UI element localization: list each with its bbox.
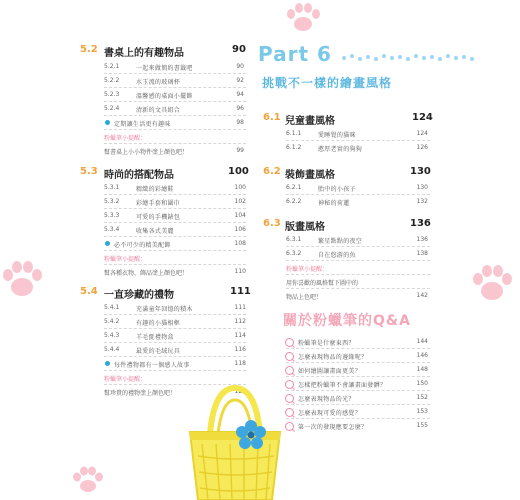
subsection-page: 94 bbox=[236, 91, 244, 98]
subsection-title[interactable]: 憨厚老實的狗狗 bbox=[318, 146, 363, 153]
bullet-dot-icon bbox=[105, 241, 110, 246]
subsection-page: 90 bbox=[236, 63, 244, 70]
subsection-number: 6.3.1 bbox=[286, 236, 302, 243]
subsection-number: 6.3.2 bbox=[286, 250, 302, 257]
faq-page: 146 bbox=[416, 352, 428, 359]
section-title[interactable]: 裝飾畫風格 bbox=[285, 170, 335, 181]
question-bubble-icon bbox=[285, 338, 294, 347]
subsection-page: 114 bbox=[234, 332, 246, 339]
subsection-page: 106 bbox=[234, 226, 246, 233]
subsection-number: 5.3.2 bbox=[104, 198, 120, 205]
part-subtitle: 挑戰不一樣的繪畫風格 bbox=[262, 76, 393, 90]
divider bbox=[286, 362, 430, 363]
question-bubble-icon bbox=[285, 366, 294, 375]
section-page: 90 bbox=[232, 44, 246, 55]
paw-print-icon-bottom bbox=[70, 465, 106, 495]
bullet-title[interactable]: 每件禮物都有一個感人故事 bbox=[114, 362, 190, 369]
subsection-title[interactable]: 神秘的荷蓮 bbox=[318, 200, 350, 207]
section-number: 6.2 bbox=[263, 166, 281, 177]
subsection-number: 6.2.1 bbox=[286, 184, 302, 191]
question-bubble-icon bbox=[285, 352, 294, 361]
appendix-title[interactable]: 關於粉蠟筆的Q&A bbox=[283, 313, 411, 329]
divider bbox=[286, 246, 430, 247]
section-page: 130 bbox=[410, 166, 431, 177]
tip-page: 110 bbox=[234, 268, 246, 275]
faq-page: 150 bbox=[416, 380, 428, 387]
tip-page: 142 bbox=[416, 292, 428, 299]
divider bbox=[104, 129, 246, 130]
faq-question[interactable]: 怎樣把粉蠟筆不會讓畫面發髒？ bbox=[298, 382, 387, 389]
divider bbox=[286, 390, 430, 391]
divider bbox=[104, 328, 246, 329]
subsection-number: 5.4.2 bbox=[104, 318, 120, 325]
divider bbox=[104, 143, 246, 144]
subsection-number: 6.1.2 bbox=[286, 144, 302, 151]
section-page: 100 bbox=[228, 166, 249, 177]
divider bbox=[104, 101, 246, 102]
subsection-title[interactable]: 水玉流的玻璃杯 bbox=[136, 79, 181, 86]
subsection-page: 104 bbox=[234, 212, 246, 219]
paw-print-icon-left bbox=[0, 258, 44, 302]
section-page: 111 bbox=[230, 286, 251, 297]
divider bbox=[104, 236, 246, 237]
subsection-title[interactable]: 羊毛氈禮物盒 bbox=[136, 334, 174, 341]
tip-label: 粉蠟筆小提醒： bbox=[286, 266, 329, 273]
paw-print-icon-right bbox=[470, 262, 514, 306]
divider bbox=[104, 115, 246, 116]
subsection-title[interactable]: 愛睡覺的貓咪 bbox=[318, 132, 356, 139]
subsection-title[interactable]: 溫馨感的桌面小擺飾 bbox=[136, 93, 193, 100]
subsection-page: 126 bbox=[416, 144, 428, 151]
faq-page: 148 bbox=[416, 366, 428, 373]
section-number: 5.4 bbox=[80, 286, 98, 297]
bullet-page: 98 bbox=[236, 119, 244, 126]
bullet-page: 118 bbox=[234, 360, 246, 367]
section-number: 6.1 bbox=[263, 112, 281, 123]
subsection-number: 5.4.1 bbox=[104, 304, 120, 311]
subsection-page: 136 bbox=[416, 236, 428, 243]
divider bbox=[104, 264, 246, 265]
section-title[interactable]: 書桌上的有趣物品 bbox=[104, 48, 184, 59]
yellow-basket-illustration-icon bbox=[180, 382, 290, 500]
divider bbox=[286, 376, 430, 377]
subsection-title[interactable]: 收集各式美麗 bbox=[136, 228, 174, 235]
divider bbox=[104, 194, 246, 195]
section-title[interactable]: 一直珍藏的禮物 bbox=[104, 290, 174, 301]
faq-question[interactable]: 怎麼表現物品的邊緣呢？ bbox=[298, 354, 368, 361]
section-number: 6.3 bbox=[263, 218, 281, 229]
tip-text[interactable]: 幫珍貴的禮物塗上顏色吧！ bbox=[104, 390, 177, 397]
faq-question[interactable]: 如何繪圖讓畫面更美？ bbox=[298, 368, 362, 375]
section-page: 124 bbox=[412, 112, 433, 123]
tip-label: 粉蠟筆小提醒： bbox=[104, 256, 147, 263]
subsection-title[interactable]: 充滿童年回憶的積木 bbox=[136, 306, 193, 313]
part-title: Part 6 bbox=[258, 42, 332, 66]
faq-question[interactable]: 怎麼表現物品的光？ bbox=[298, 396, 355, 403]
divider bbox=[286, 348, 430, 349]
divider bbox=[286, 194, 430, 195]
divider bbox=[104, 370, 246, 371]
section-title[interactable]: 時尚的搭配物品 bbox=[104, 170, 174, 181]
divider bbox=[104, 222, 246, 223]
tip-text[interactable]: 物品上色吧！ bbox=[286, 294, 323, 301]
subsection-number: 5.2.4 bbox=[104, 105, 120, 112]
subsection-page: 112 bbox=[234, 318, 246, 325]
bullet-title[interactable]: 定期讓生活更有趣味 bbox=[114, 121, 171, 128]
subsection-title[interactable]: 精緻的彩繪鞋 bbox=[136, 186, 174, 193]
faq-question[interactable]: 粉蠟筆是什麼東西？ bbox=[298, 340, 355, 347]
subsection-number: 5.3.3 bbox=[104, 212, 120, 219]
subsection-number: 6.1.1 bbox=[286, 130, 302, 137]
faq-page: 144 bbox=[416, 338, 428, 345]
subsection-title[interactable]: 彩繪手套和圍巾 bbox=[136, 200, 181, 207]
section-number: 5.2 bbox=[80, 44, 98, 55]
subsection-page: 111 bbox=[234, 304, 246, 311]
subsection-title[interactable]: 最愛的毛絨玩具 bbox=[136, 348, 181, 355]
section-title[interactable]: 兒童畫風格 bbox=[285, 116, 335, 127]
divider bbox=[104, 250, 246, 251]
subsection-number: 5.2.2 bbox=[104, 77, 120, 84]
subsection-title[interactable]: 胎中的小孩子 bbox=[318, 186, 356, 193]
bullet-title[interactable]: 必不可少的精美配飾 bbox=[114, 242, 171, 249]
divider bbox=[286, 418, 430, 419]
subsection-title[interactable]: 有趣的小貓相框 bbox=[136, 320, 181, 327]
decorative-dotted-line-icon bbox=[340, 50, 480, 66]
blue-flower-icon bbox=[236, 420, 266, 450]
faq-question[interactable]: 第一次的發現應要怎麼？ bbox=[298, 424, 368, 431]
subsection-number: 5.2.3 bbox=[104, 91, 120, 98]
faq-page: 153 bbox=[416, 408, 428, 415]
divider bbox=[104, 208, 246, 209]
tip-page: 122 bbox=[234, 388, 246, 395]
divider bbox=[286, 140, 430, 141]
paw-print-icon-top bbox=[283, 2, 323, 32]
divider bbox=[104, 73, 246, 74]
subsection-number: 6.2.2 bbox=[286, 198, 302, 205]
divider bbox=[286, 260, 430, 261]
subsection-number: 5.3.4 bbox=[104, 226, 120, 233]
subsection-number: 5.3.1 bbox=[104, 184, 120, 191]
subsection-number: 5.4.3 bbox=[104, 332, 120, 339]
bullet-dot-icon bbox=[105, 361, 110, 366]
bullet-page: 108 bbox=[234, 240, 246, 247]
bullet-dot-icon bbox=[105, 120, 110, 125]
subsection-page: 116 bbox=[234, 346, 246, 353]
subsection-title[interactable]: 一起來做簡約書籤吧 bbox=[136, 65, 193, 72]
divider bbox=[286, 274, 430, 275]
faq-page: 152 bbox=[416, 394, 428, 401]
divider bbox=[104, 87, 246, 88]
tip-label: 粉蠟筆小提醒： bbox=[104, 376, 147, 383]
tip-text[interactable]: 用你喜歡的風格幫下圖中的 bbox=[286, 280, 359, 287]
subsection-page: 130 bbox=[416, 184, 428, 191]
divider bbox=[104, 356, 246, 357]
section-title[interactable]: 版畫風格 bbox=[285, 222, 325, 233]
subsection-page: 124 bbox=[416, 130, 428, 137]
faq-page: 155 bbox=[416, 422, 428, 429]
subsection-page: 96 bbox=[236, 105, 244, 112]
tip-label: 粉蠟筆小提醒： bbox=[104, 135, 147, 142]
tip-text[interactable]: 幫書桌上小小物件塗上顏色吧！ bbox=[104, 149, 189, 156]
subsection-page: 92 bbox=[236, 77, 244, 84]
divider bbox=[286, 288, 430, 289]
section-page: 136 bbox=[410, 218, 431, 229]
subsection-page: 100 bbox=[234, 184, 246, 191]
divider bbox=[104, 314, 246, 315]
subsection-page: 138 bbox=[416, 250, 428, 257]
subsection-title[interactable]: 自在悠游的魚 bbox=[318, 252, 356, 259]
tip-text[interactable]: 幫各種衣物、飾品塗上顏色吧！ bbox=[104, 270, 189, 277]
subsection-title[interactable]: 可愛的手機錶包 bbox=[136, 214, 181, 221]
subsection-number: 5.2.1 bbox=[104, 63, 120, 70]
subsection-title[interactable]: 清新的文具組合 bbox=[136, 107, 181, 114]
tip-page: 99 bbox=[236, 147, 244, 154]
faq-question[interactable]: 怎麼表現可愛的感覺？ bbox=[298, 410, 362, 417]
section-number: 5.3 bbox=[80, 166, 98, 177]
divider bbox=[104, 342, 246, 343]
subsection-page: 102 bbox=[234, 198, 246, 205]
subsection-number: 5.4.4 bbox=[104, 346, 120, 353]
subsection-page: 132 bbox=[416, 198, 428, 205]
subsection-title[interactable]: 繁星點點的夜空 bbox=[318, 238, 363, 245]
divider bbox=[286, 404, 430, 405]
